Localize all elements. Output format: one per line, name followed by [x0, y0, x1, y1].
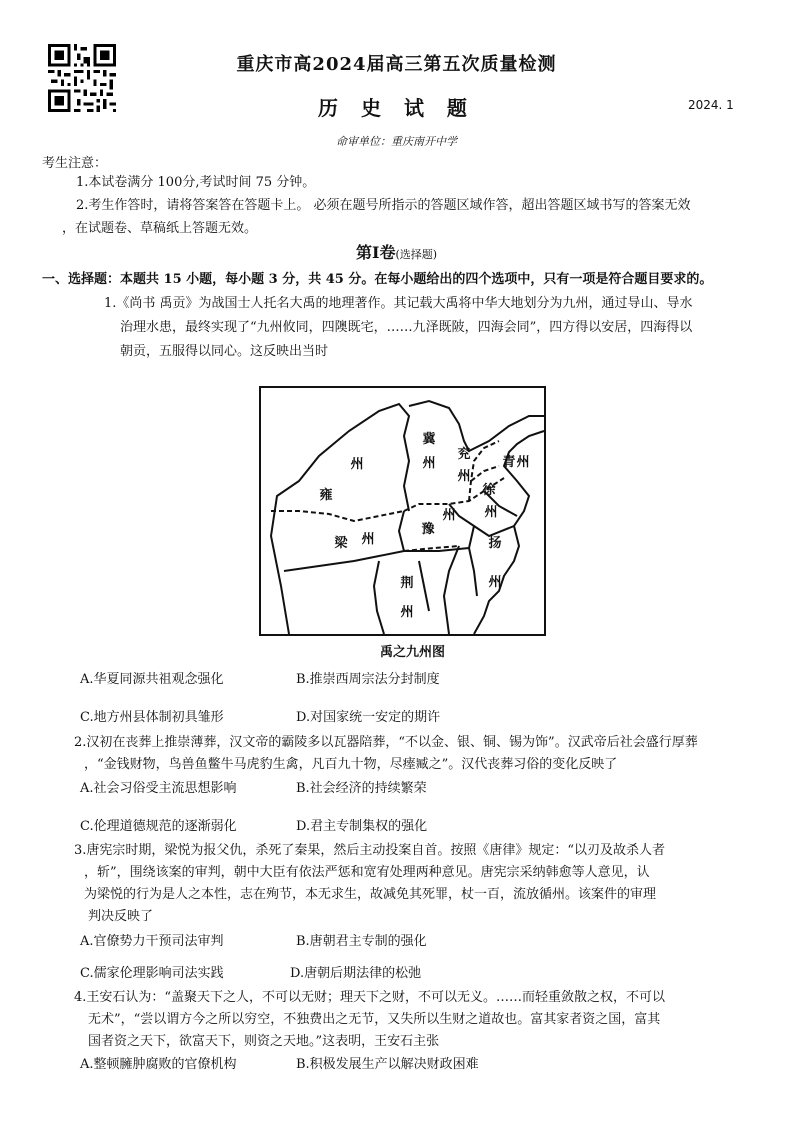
q1-stem-line-2: 治理水患，最终实现了“九州攸同，四隩既宅，……九泽既陂，四海会同”，四方得以安居，四海得以 [120, 320, 693, 335]
q3-option-a: A.官僚势力干预司法审判 [80, 934, 224, 949]
q1-option-a: A.华夏同源共祖观念强化 [80, 672, 224, 687]
q2-option-c: C.伦理道德规范的逐渐弱化 [80, 819, 237, 834]
map-frame [260, 387, 545, 635]
label-yong: 雍 [319, 488, 333, 503]
label-qing-zhou: 州 [516, 455, 530, 470]
section-name: 第Ⅰ卷 [355, 243, 396, 262]
q3-stem-line-1: 3.唐宪宗时期，梁悦为报父仇，杀死了秦果，然后主动投案自首。按照《唐律》规定：“以刃及故杀人者 [74, 843, 666, 858]
label-yan-zhou: 州 [457, 469, 471, 484]
label-ji: 冀 [422, 432, 436, 447]
q4-option-b: B.积极发展生产以解决财政困难 [296, 1057, 479, 1072]
q1-option-c: C.地方州县体制初具雏形 [80, 710, 224, 725]
q4-stem-line-2: 无术”，“尝以谓方今之所以穷空，不独费出之无节，又失所以生财之道故也。富其家者资之国，富其 [88, 1012, 661, 1027]
label-xu-zhou: 州 [484, 505, 498, 520]
q3-option-d: D.唐朝后期法律的松弛 [290, 966, 422, 981]
q1-stem-line-1: 1.《尚书 禹贡》为战国士人托名大禹的地理著作。其记载大禹将中华大地划分为九州，通过导山、导水 [104, 296, 693, 311]
map-caption: 禹之九州图 [380, 645, 446, 660]
label-yong-zhou: 州 [350, 457, 364, 472]
q4-option-a: A.整顿臃肿腐败的官僚机构 [80, 1057, 237, 1072]
q1-stem-line-3: 朝贡，五服得以同心。这反映出当时 [120, 344, 329, 359]
exam-date: 2024. 1 [688, 98, 734, 112]
q4-stem-line-1: 4.王安石认为：“盖聚天下之人，不可以无财；理天下之财，不可以无义。……而轻重敛散之权，不可以 [74, 990, 666, 1005]
q3-stem-line-3: 为梁悦的行为是人之本性，志在殉节，本无求生，故减免其死罪，杖一百，流放循州。该案件的审理 [84, 887, 657, 902]
q3-stem-line-2: ，斩”，围绕该案的审判，朝中大臣有依法严惩和宽宥处理两种意见。唐宪宗采纳韩愈等人意见，认 [84, 865, 650, 880]
q1-option-d: D.对国家统一安定的期许 [296, 710, 441, 725]
label-jing-zhou: 州 [400, 605, 414, 620]
q3-option-c: C.儒家伦理影响司法实践 [80, 966, 224, 981]
label-yu-zhou: 州 [442, 508, 456, 523]
q1-option-b: B.推崇西周宗法分封制度 [296, 672, 440, 687]
label-yang: 扬 [488, 536, 502, 551]
label-yang-zhou: 州 [488, 575, 502, 590]
label-xu: 徐 [482, 483, 496, 498]
q2-option-b: B.社会经济的持续繁荣 [296, 781, 427, 796]
label-jing: 荆 [400, 576, 414, 591]
exam-title: 重庆市高2024届高三第五次质量检测 [236, 54, 557, 75]
section-note: (选择题) [395, 248, 438, 261]
part1-instruction: 一、选择题：本题共 15 小题，每小题 3 分，共 45 分。在每小题给出的四个选项中，只有一项是符合题目要求的。 [42, 272, 713, 287]
notice-heading: 考生注意： [42, 156, 108, 171]
section-title [0, 240, 793, 263]
q3-stem-line-4: 判决反映了 [88, 909, 154, 924]
notice-item-2-line-1: 2.考生作答时，请将答案答在答题卡上。 必须在题号所指示的答题区域作答，超出答题区域书写的答案无效 [76, 198, 691, 213]
q2-option-d: D.君主专制集权的强化 [296, 819, 428, 834]
q4-stem-line-3: 国者资之天下，欲富天下，则资之天地。”这表明，王安石主张 [88, 1034, 440, 1049]
q2-stem-line-1: 2.汉初在丧葬上推崇薄葬，汉文帝的霸陵多以瓦器陪葬，“不以金、银、铜、锡为饰”。汉武帝后社会盛行厚葬 [74, 735, 698, 750]
q2-option-a: A.社会习俗受主流思想影响 [80, 781, 237, 796]
issuer-line: 命审单位：重庆南开中学 [336, 135, 457, 148]
label-liang: 梁 [334, 536, 348, 551]
subject-title: 历 史 试 题 [318, 96, 475, 120]
label-liang-zhou: 州 [361, 532, 375, 547]
label-qing: 青 [502, 455, 516, 470]
notice-item-1: 1.本试卷满分 100分,考试时间 75 分钟。 [76, 175, 316, 190]
nine-provinces-map [259, 386, 546, 636]
label-ji-zhou: 州 [422, 456, 436, 471]
label-yan: 兖 [457, 447, 471, 462]
q2-stem-line-2: ，“金钱财物，鸟兽鱼鳖牛马虎豹生禽，凡百九十物，尽瘗臧之”。汉代丧葬习俗的变化反映了 [84, 757, 618, 772]
q3-option-b: B.唐朝君主专制的强化 [296, 934, 427, 949]
notice-item-2-line-2: ，在试题卷、草稿纸上答题无效。 [62, 221, 258, 236]
label-yu: 豫 [421, 522, 435, 537]
